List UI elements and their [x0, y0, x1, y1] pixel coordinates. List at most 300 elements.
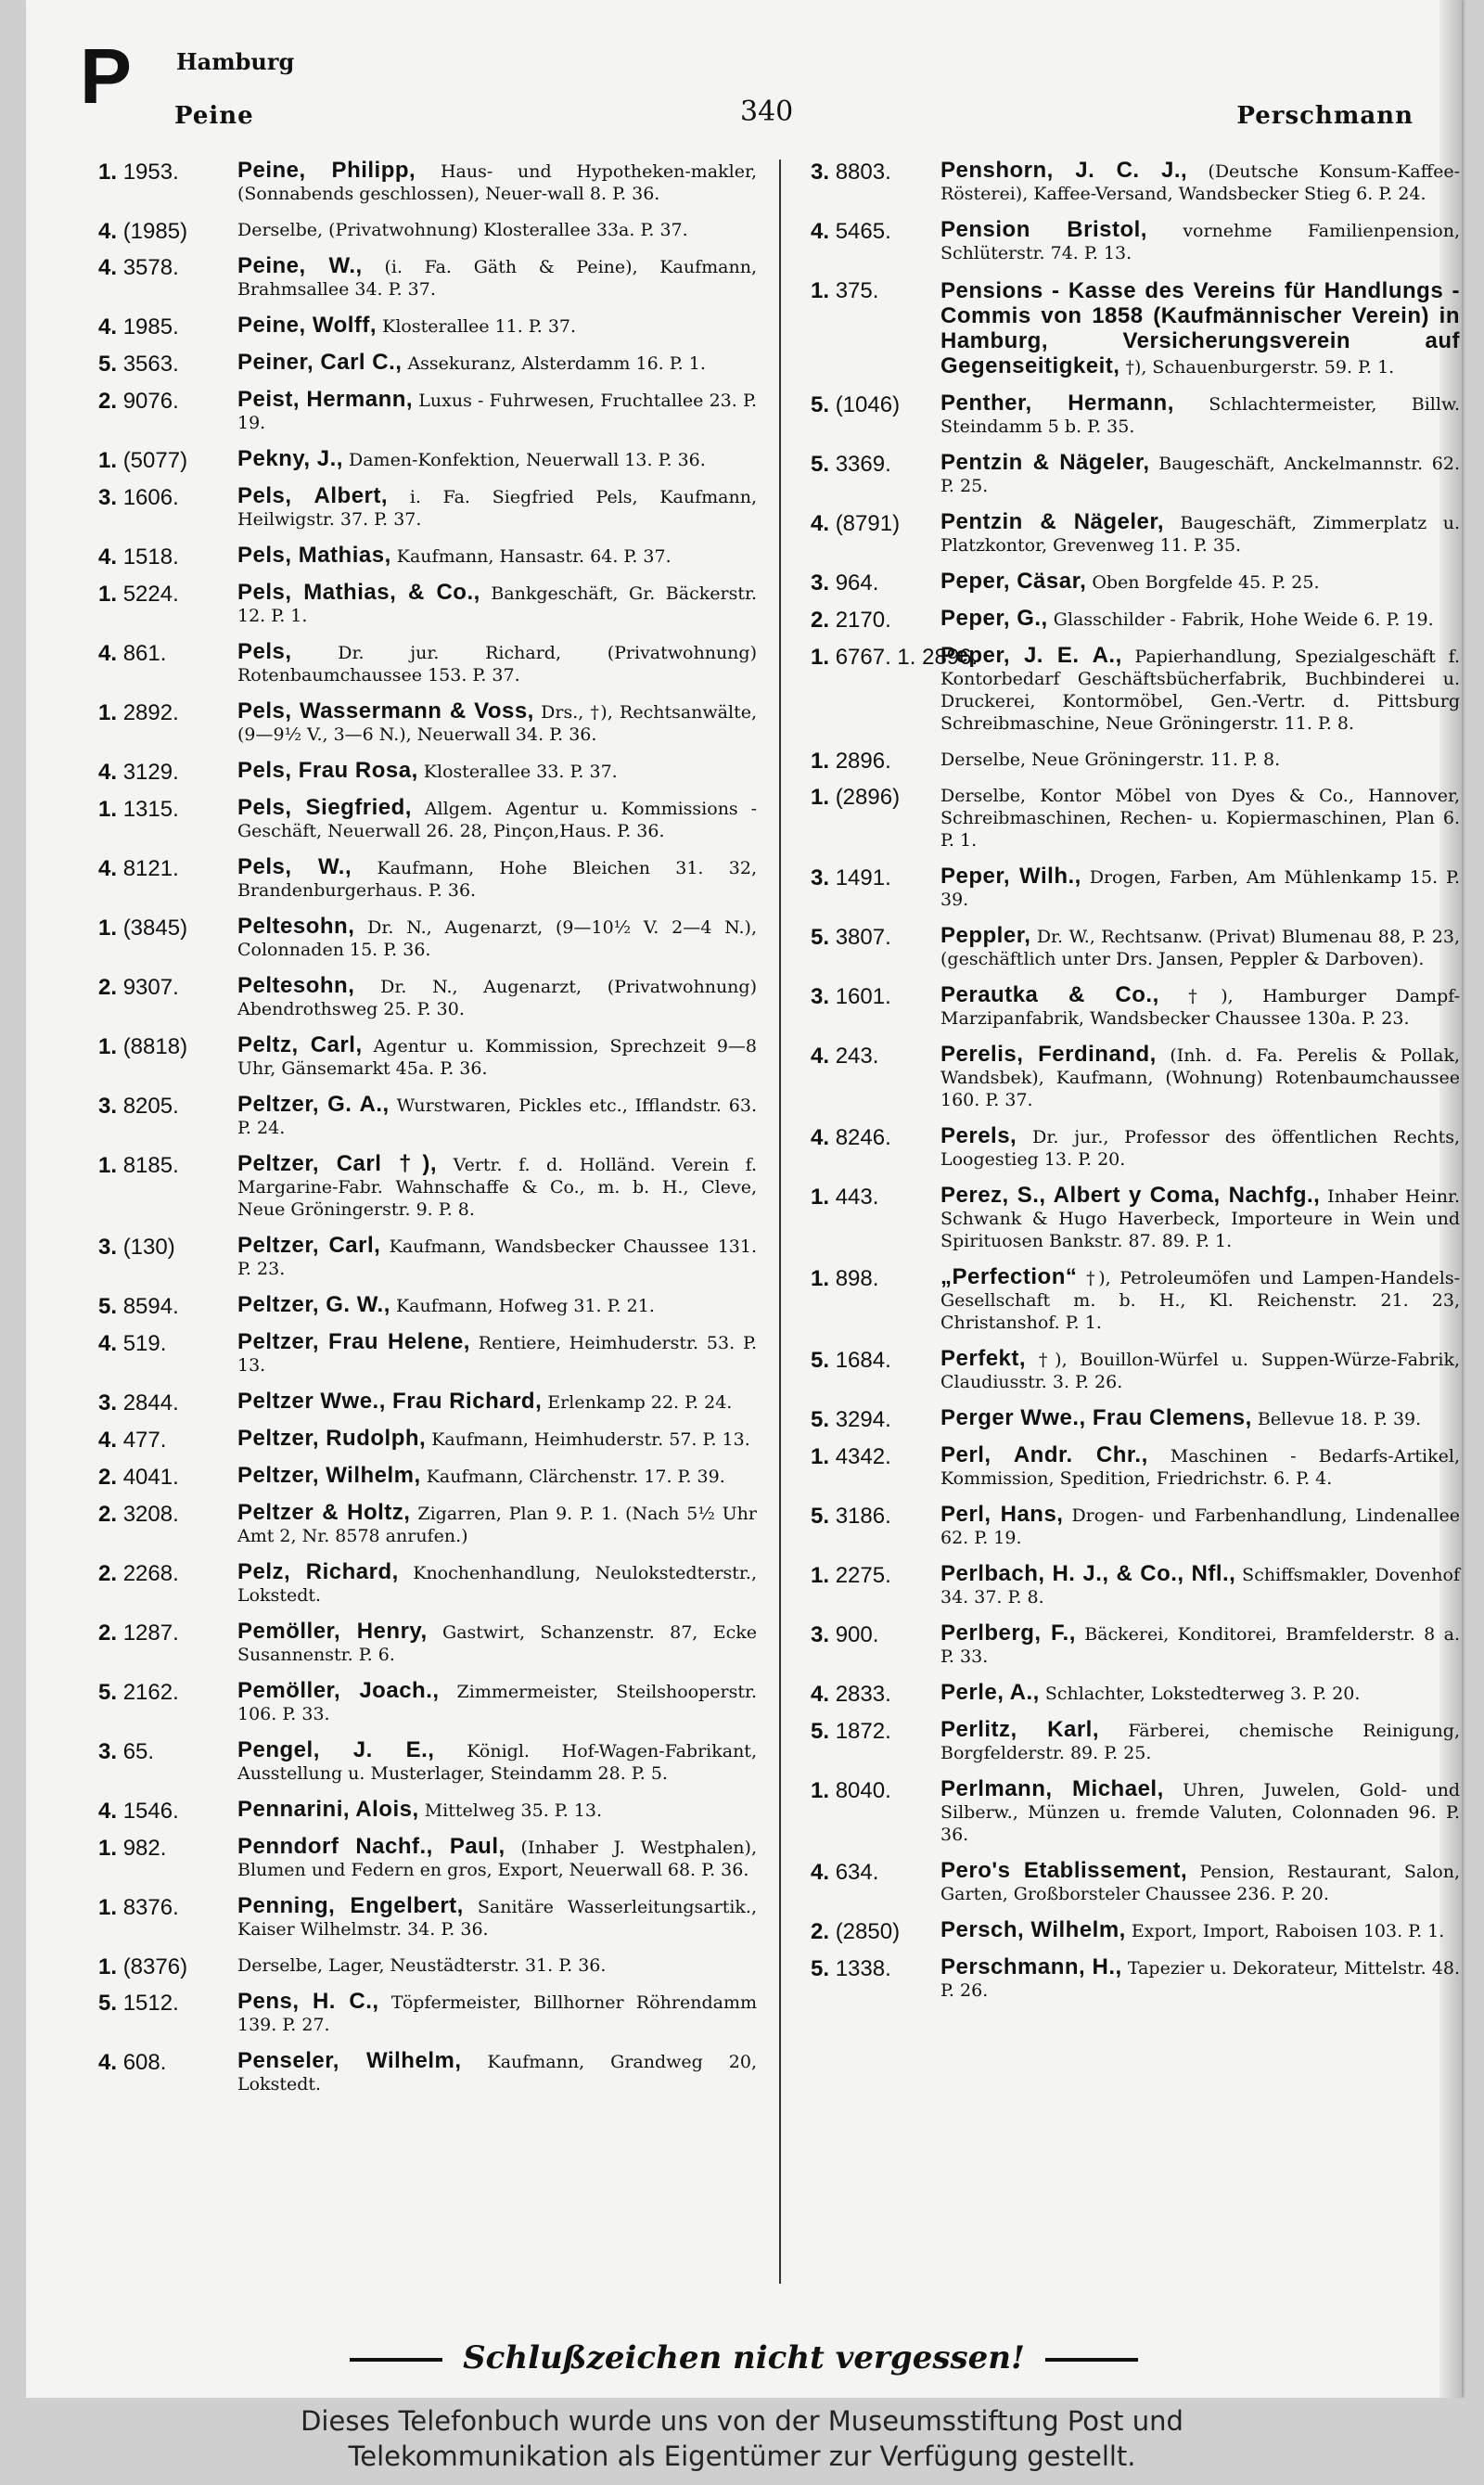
- entry-text: [940, 984, 1460, 1030]
- exchange-group: 1.: [811, 785, 830, 810]
- phone-number: [811, 984, 940, 1009]
- entry-text: [940, 219, 1460, 264]
- subscriber-number: 519.: [122, 1331, 167, 1356]
- exchange-group: 3.: [98, 485, 118, 510]
- entry-text: [940, 278, 1460, 378]
- entry-text: [237, 797, 757, 842]
- exchange-group: 5.: [98, 1991, 118, 2016]
- entry-text: [940, 1266, 1460, 1334]
- subscriber-number: 1546.: [122, 1799, 179, 1824]
- phone-number: [98, 1739, 228, 1764]
- entry-details: Töpfermeister, Billhorner Röhrendamm 139. P. 27.: [237, 1992, 757, 2035]
- phone-number: [98, 916, 228, 941]
- exchange-group: 4.: [811, 1125, 830, 1150]
- subscriber-name: Penseler, Wilhelm,: [237, 2048, 462, 2073]
- entry-details: Derselbe, Kontor Möbel von Dyes & Co., Hannover, Schreibmaschinen, Rechen- u. Kopiermaschinen, Plan 6. P. 1.: [940, 786, 1460, 851]
- entry-details: Haus- und Hypotheken-makler, (Sonnabends geschlossen), Neuer-wall 8. P. 36.: [237, 161, 757, 204]
- phone-number: [811, 749, 940, 774]
- exchange-group: 3.: [811, 984, 830, 1009]
- exchange-group: 1.: [98, 1034, 118, 1059]
- phone-number: [98, 1895, 228, 1920]
- directory-entry: [811, 785, 1460, 852]
- subscriber-name: Peltz, Carl,: [237, 1032, 363, 1057]
- subscriber-name: Pemöller, Joach.,: [237, 1678, 440, 1703]
- subscriber-name: Pels, Frau Rosa,: [237, 758, 418, 783]
- entry-details: Wurstwaren, Pickles etc., Ifflandstr. 63. P. 24.: [237, 1095, 757, 1138]
- phone-number: [811, 219, 940, 244]
- exchange-group: 5.: [811, 1407, 830, 1432]
- phone-number: [811, 645, 979, 670]
- directory-entry: [98, 314, 757, 338]
- phone-number: [98, 1094, 228, 1119]
- subscriber-name: Peltzer, G. W.,: [237, 1292, 390, 1317]
- subscriber-name: Peper, J. E. A.,: [940, 643, 1122, 668]
- subscriber-name: Peiner, Carl C.,: [237, 350, 403, 375]
- entry-text: [940, 785, 1460, 852]
- exchange-group: 4.: [98, 1428, 118, 1453]
- reminder-text: Schlußzeichen nicht vergessen!: [463, 2339, 1025, 2376]
- entry-text: [237, 389, 757, 434]
- directory-entry: [811, 645, 1460, 735]
- directory-entry: [98, 1294, 757, 1317]
- phone-number: [98, 352, 228, 377]
- subscriber-number: 8040.: [835, 1778, 891, 1803]
- entry-details: Erlenkamp 22. P. 24.: [547, 1392, 733, 1413]
- exchange-group: 1.: [98, 448, 118, 473]
- exchange-group: 4.: [98, 255, 118, 280]
- entry-details: Baugeschäft, Anckelmannstr. 62. P. 25.: [940, 454, 1460, 496]
- exchange-group: 4.: [98, 314, 118, 339]
- subscriber-number: 1601.: [835, 984, 891, 1009]
- phone-number: [98, 1034, 228, 1059]
- phone-number: [811, 1125, 940, 1150]
- entry-details: Kaufmann, Heimhuderstr. 57. P. 13.: [431, 1429, 750, 1450]
- entry-text: [237, 975, 757, 1020]
- phone-number: [811, 1563, 940, 1588]
- entry-text: [940, 1860, 1460, 1905]
- exchange-group: 4.: [98, 219, 118, 244]
- exchange-group: 3.: [811, 1622, 830, 1647]
- phone-number: [811, 1185, 940, 1210]
- entry-details: Kaufmann, Hansastr. 64. P. 37.: [396, 546, 672, 567]
- directory-entry: [98, 1561, 757, 1607]
- exchange-group: 2.: [98, 389, 118, 414]
- subscriber-number: 6767. 1. 2896.: [835, 645, 979, 670]
- entry-details: Allgem. Agentur u. Kommissions - Geschäft, Neuerwall 26. 28, Pinçon,Haus. P. 36.: [237, 799, 757, 841]
- entry-details: i. Fa. Siegfried Pels, Kaufmann, Heilwigstr. 37. P. 37.: [237, 487, 757, 530]
- phone-number: [98, 700, 228, 725]
- exchange-group: 1.: [98, 1954, 118, 1979]
- subscriber-number: 1491.: [835, 865, 891, 890]
- directory-entry: [811, 1266, 1460, 1334]
- subscriber-name: Perelis, Ferdinand,: [940, 1042, 1157, 1067]
- exchange-group: 4.: [98, 544, 118, 570]
- subscriber-name: Perl, Andr. Chr.,: [940, 1442, 1148, 1467]
- entry-text: [940, 1444, 1460, 1490]
- exchange-group: 1.: [98, 1836, 118, 1861]
- subscriber-name: Perger Wwe., Frau Clemens,: [940, 1405, 1252, 1430]
- subscriber-name: Peper, Cäsar,: [940, 569, 1087, 594]
- subscriber-number: (8791): [835, 511, 901, 536]
- subscriber-name: Peine, Wolff,: [237, 313, 377, 338]
- phone-number: [98, 1331, 228, 1356]
- subscriber-name: Pens, H. C.,: [237, 1989, 379, 2014]
- entry-text: [237, 1836, 757, 1881]
- exchange-group: 5.: [98, 352, 118, 377]
- directory-entry: [811, 452, 1460, 497]
- subscriber-number: 2844.: [122, 1390, 179, 1415]
- subscriber-number: (3845): [122, 916, 188, 941]
- entry-text: [237, 700, 757, 746]
- entry-text: [237, 314, 757, 338]
- subscriber-number: (2896): [835, 785, 901, 810]
- directory-entry: [98, 1991, 757, 2036]
- subscriber-number: (1046): [835, 392, 901, 417]
- directory-entry: [98, 641, 757, 686]
- exchange-group: 3.: [811, 570, 830, 596]
- directory-entry: [811, 1125, 1460, 1171]
- entry-details: †), Petroleumöfen und Lampen-Handels-Gesellschaft m. b. H., Kl. Reichenstr. 21. 23, Christanshof. P. 1.: [940, 1268, 1460, 1333]
- entry-details: Drogen, Farben, Am Mühlenkamp 15. P. 39.: [940, 867, 1460, 910]
- subscriber-number: 608.: [122, 2050, 167, 2075]
- phone-number: [98, 797, 228, 822]
- directory-entry: [811, 925, 1460, 970]
- entry-text: [237, 1428, 757, 1451]
- phone-number: [98, 448, 228, 473]
- directory-entry: [811, 511, 1460, 557]
- entry-columns: [78, 158, 1461, 2293]
- entry-details: Derselbe, Neue Gröningerstr. 11. P. 8.: [940, 749, 1281, 770]
- entry-details: Dr. W., Rechtsanw. (Privat) Blumenau 88, P. 23, (geschäftlich unter Drs. Jansen, Peppler & Darboven).: [940, 927, 1461, 969]
- entry-details: Derselbe, Lager, Neustädterstr. 31. P. 36.: [237, 1955, 607, 1976]
- directory-entry: [98, 1502, 757, 1547]
- subscriber-name: Peltesohn,: [237, 973, 355, 998]
- phone-number: [811, 392, 940, 417]
- subscriber-number: (5077): [122, 448, 188, 473]
- phone-number: [811, 608, 940, 633]
- entry-text: [237, 1390, 757, 1414]
- exchange-group: 5.: [98, 1680, 118, 1705]
- phone-number: [811, 1919, 940, 1944]
- entry-details: Kaufmann, Wandsbecker Chaussee 131. P. 23.: [237, 1236, 757, 1279]
- phone-number: [811, 1622, 940, 1647]
- entry-details: (i. Fa. Gäth & Peine), Kaufmann, Brahmsallee 34. P. 37.: [237, 257, 757, 300]
- subscriber-number: 1338.: [835, 1956, 891, 1981]
- entry-text: [237, 1620, 757, 1666]
- exchange-group: 1.: [811, 1266, 830, 1291]
- subscriber-number: 3369.: [835, 452, 891, 477]
- entry-text: [237, 582, 757, 627]
- entry-details: †), Hamburger Dampf-Marzipanfabrik, Wandsbecker Chaussee 130a. P. 23.: [940, 986, 1460, 1029]
- phone-number: [98, 1561, 228, 1586]
- directory-entry: [98, 2050, 757, 2095]
- entry-text: [940, 1622, 1460, 1668]
- subscriber-name: Pensions - Kasse des Vereins für Handlungs - Commis von 1858 (Kaufmännischer Verein) in Hamburg, Versicherungsverein auf Gegenseitigkeit,: [940, 278, 1460, 378]
- subscriber-name: Pennarini, Alois,: [237, 1797, 419, 1822]
- entry-text: [237, 1235, 757, 1280]
- subscriber-number: 8376.: [122, 1895, 179, 1920]
- subscriber-name: Pero's Etablissement,: [940, 1858, 1188, 1883]
- exchange-group: 5.: [811, 392, 830, 417]
- directory-entry: [98, 1895, 757, 1941]
- entry-details: Zigarren, Plan 9. P. 1. (Nach 5½ Uhr Amt 2, Nr. 8578 anrufen.): [237, 1504, 757, 1546]
- entry-details: Export, Import, Raboisen 103. P. 1.: [1131, 1921, 1445, 1941]
- entry-text: [237, 1502, 757, 1547]
- exchange-group: 1.: [811, 1444, 830, 1469]
- directory-entry: [98, 1235, 757, 1280]
- subscriber-name: Pension Bristol,: [940, 217, 1147, 242]
- entry-details: Agentur u. Kommission, Sprechzeit 9—8 Uhr, Gänsemarkt 45a. P. 36.: [237, 1036, 757, 1079]
- phone-number: [98, 1991, 228, 2016]
- subscriber-name: Peltzer & Holtz,: [237, 1500, 411, 1525]
- exchange-group: 3.: [811, 865, 830, 890]
- phone-number: [811, 1407, 940, 1432]
- entry-text: [940, 452, 1460, 497]
- subscriber-name: Persch, Wilhelm,: [940, 1917, 1126, 1942]
- phone-number: [811, 1719, 940, 1744]
- subscriber-name: Perautka & Co.,: [940, 982, 1159, 1007]
- directory-entry: [811, 865, 1460, 911]
- subscriber-name: Pels, Mathias, & Co.,: [237, 580, 480, 605]
- entry-text: [940, 1407, 1460, 1430]
- entry-details: (Inhaber J. Westphalen), Blumen und Federn en gros, Export, Neuerwall 68. P. 36.: [237, 1838, 757, 1880]
- directory-entry: [811, 1348, 1460, 1393]
- subscriber-name: Peltzer, Carl,: [237, 1233, 381, 1258]
- subscriber-name: Pentzin & Nägeler,: [940, 509, 1165, 534]
- subscriber-name: Peper, Wilh.,: [940, 864, 1081, 889]
- entry-details: Uhren, Juwelen, Gold- und Silberw., Münzen u. fremde Valuten, Colonnaden 96. P. 36.: [940, 1780, 1461, 1845]
- directory-entry: [98, 1428, 757, 1451]
- subscriber-number: 2268.: [122, 1561, 179, 1586]
- directory-entry: [98, 485, 757, 531]
- right-column: [811, 160, 1460, 2016]
- directory-entry: [98, 544, 757, 568]
- exchange-group: 5.: [811, 1348, 830, 1373]
- directory-entry: [811, 392, 1460, 438]
- entry-text: [237, 1094, 757, 1139]
- attribution-line-2: Telekommunikation als Eigentümer zur Verfügung gestellt.: [348, 2440, 1136, 2472]
- entry-details: (Inh. d. Fa. Perelis & Pollak, Wandsbek), Kaufmann, (Wohnung) Rotenbaumchaussee 160. P. 37.: [940, 1045, 1460, 1110]
- entry-text: [237, 1895, 757, 1941]
- subscriber-name: Perschmann, H.,: [940, 1954, 1122, 1979]
- subscriber-number: (2850): [835, 1919, 901, 1944]
- entry-text: [237, 641, 757, 686]
- subscriber-number: 3208.: [122, 1502, 179, 1527]
- entry-text: [237, 1561, 757, 1607]
- subscriber-name: Penndorf Nachf., Paul,: [237, 1834, 505, 1859]
- entry-text: [237, 1034, 757, 1080]
- subscriber-name: Peine, Philipp,: [237, 158, 416, 183]
- subscriber-name: Peine, W.,: [237, 253, 363, 278]
- subscriber-number: 2892.: [122, 700, 179, 725]
- entry-details: Dr. jur., Professor des öffentlichen Rechts, Loogestieg 13. P. 20.: [940, 1127, 1460, 1170]
- phone-number: [98, 760, 228, 785]
- directory-entry: [98, 389, 757, 434]
- directory-entry: [811, 749, 1460, 774]
- entry-details: Kaufmann, Clärchenstr. 17. P. 39.: [426, 1467, 725, 1487]
- subscriber-number: 2275.: [835, 1563, 891, 1588]
- entry-details: Dr. N., Augenarzt, (9—10½ V. 2—4 N.), Colonnaden 15. P. 36.: [237, 917, 757, 960]
- phone-number: [98, 544, 228, 570]
- subscriber-name: Peltzer, Carl †),: [237, 1151, 438, 1176]
- directory-entry: [98, 1034, 757, 1080]
- subscriber-number: 634.: [835, 1860, 879, 1885]
- entry-details: Drs., †), Rechtsanwälte, (9—9½ V., 3—6 N.), Neuerwall 34. P. 36.: [237, 702, 757, 745]
- phone-number: [811, 278, 940, 303]
- directory-entry: [811, 1778, 1460, 1846]
- phone-number: [98, 2050, 228, 2075]
- phone-number: [811, 925, 940, 950]
- subscriber-name: Perez, S., Albert y Coma, Nachfg.,: [940, 1183, 1321, 1208]
- directory-entry: [98, 448, 757, 471]
- subscriber-number: 898.: [835, 1266, 879, 1291]
- directory-entry: [811, 219, 1460, 264]
- exchange-group: 1.: [98, 700, 118, 725]
- entry-text: [237, 1331, 757, 1377]
- phone-number: [811, 1348, 940, 1373]
- subscriber-name: Perels,: [940, 1123, 1017, 1148]
- entry-details: Luxus - Fuhrwesen, Fruchtallee 23. P. 19.: [237, 391, 757, 433]
- directory-entry: [98, 219, 757, 244]
- phone-number: [98, 1620, 228, 1646]
- directory-entry: [98, 1153, 757, 1221]
- phone-number: [98, 1428, 228, 1453]
- exchange-group: 2.: [98, 1620, 118, 1646]
- subscriber-number: 8121.: [122, 856, 179, 881]
- subscriber-number: 5224.: [122, 582, 179, 607]
- phone-number: [811, 1956, 940, 1981]
- exchange-group: 4.: [811, 219, 830, 244]
- directory-entry: [811, 984, 1460, 1030]
- directory-entry: [811, 1860, 1460, 1905]
- subscriber-name: Perl, Hans,: [940, 1502, 1064, 1527]
- subscriber-number: 1287.: [122, 1620, 179, 1646]
- entry-details: vornehme Familienpension, Schlüterstr. 74. P. 13.: [940, 221, 1460, 263]
- subscriber-name: Pengel, J. E.,: [237, 1737, 435, 1762]
- subscriber-number: 5465.: [835, 219, 891, 244]
- exchange-group: 3.: [98, 1235, 118, 1260]
- subscriber-name: Pekny, J.,: [237, 446, 343, 471]
- column-divider: [779, 160, 781, 2284]
- exchange-group: 4.: [811, 1044, 830, 1069]
- entry-details: Klosterallee 11. P. 37.: [382, 316, 577, 337]
- phone-number: [811, 1860, 940, 1885]
- phone-number: [811, 160, 940, 185]
- subscriber-number: 3578.: [122, 255, 179, 280]
- directory-entry: [98, 856, 757, 902]
- subscriber-name: Perle, A.,: [940, 1680, 1040, 1705]
- subscriber-name: Pels,: [237, 639, 292, 664]
- entry-details: (Deutsche Konsum-Kaffee-Rösterei), Kaffee-Versand, Wandsbecker Stieg 6. P. 24.: [940, 161, 1460, 204]
- exchange-group: 3.: [811, 160, 830, 185]
- entry-details: Schlachtermeister, Billw. Steindamm 5 b. P. 35.: [940, 394, 1461, 437]
- subscriber-name: „Perfection“: [940, 1264, 1078, 1289]
- entry-text: [237, 1799, 757, 1822]
- directory-entry: [98, 352, 757, 375]
- entry-details: Derselbe, (Privatwohnung) Klosterallee 33a. P. 37.: [237, 220, 688, 240]
- entry-text: [940, 570, 1460, 594]
- phone-number: [98, 975, 228, 1000]
- subscriber-number: 3129.: [122, 760, 179, 785]
- reminder-rule-left: [350, 2358, 442, 2362]
- directory-entry: [811, 1044, 1460, 1111]
- entry-text: [940, 511, 1460, 557]
- directory-entry: [98, 255, 757, 301]
- phone-number: [811, 1682, 940, 1707]
- directory-entry: [811, 570, 1460, 594]
- directory-entry: [98, 1799, 757, 1822]
- entry-text: [237, 760, 757, 783]
- entry-details: Kaufmann, Hohe Bleichen 31. 32, Brandenburgerhaus. P. 36.: [237, 858, 757, 901]
- last-entry-word: Perschmann: [1236, 102, 1414, 130]
- directory-entry: [98, 916, 757, 961]
- entry-details: Zimmermeister, Steilshooperstr. 106. P. 33.: [237, 1682, 757, 1724]
- exchange-group: 2.: [98, 1502, 118, 1527]
- subscriber-number: (8818): [122, 1034, 188, 1059]
- entry-details: Glasschilder - Fabrik, Hohe Weide 6. P. 19.: [1053, 609, 1434, 630]
- exchange-group: 1.: [811, 1185, 830, 1210]
- entry-text: [237, 1465, 757, 1488]
- entry-details: Oben Borgfelde 45. P. 25.: [1092, 572, 1320, 593]
- entry-text: [940, 1682, 1460, 1705]
- entry-text: [237, 448, 757, 471]
- entry-text: [940, 865, 1460, 911]
- directory-entry: [811, 1185, 1460, 1252]
- subscriber-name: Perlberg, F.,: [940, 1620, 1076, 1646]
- city-heading: Hamburg: [176, 48, 295, 75]
- phone-number: [98, 1390, 228, 1415]
- exchange-group: 3.: [98, 1739, 118, 1764]
- subscriber-number: 9307.: [122, 975, 179, 1000]
- exchange-group: 2.: [98, 1561, 118, 1586]
- entry-text: [237, 2050, 757, 2095]
- directory-entry: [98, 1620, 757, 1666]
- phone-number: [811, 570, 940, 596]
- entry-details: Rentiere, Heimhuderstr. 53. P. 13.: [237, 1333, 757, 1376]
- phone-number: [98, 485, 228, 510]
- exchange-group: 4.: [98, 641, 118, 666]
- subscriber-number: 964.: [835, 570, 879, 596]
- phone-number: [98, 1680, 228, 1705]
- subscriber-number: 1512.: [122, 1991, 179, 2016]
- subscriber-name: Peppler,: [940, 923, 1031, 948]
- subscriber-name: Peltzer Wwe., Frau Richard,: [237, 1389, 543, 1414]
- subscriber-number: 8185.: [122, 1153, 179, 1178]
- directory-entry: [98, 1954, 757, 1977]
- phone-number: [98, 1294, 228, 1319]
- entry-text: [940, 1044, 1460, 1111]
- exchange-group: 5.: [811, 1719, 830, 1744]
- exchange-group: 5.: [811, 1504, 830, 1529]
- exchange-group: 1.: [811, 645, 830, 670]
- phone-number: [98, 160, 228, 185]
- section-letter: P: [80, 32, 133, 120]
- entry-details: Inhaber Heinr. Schwank & Hugo Haverbeck, Importeure in Wein und Spirituosen Bankstr. 87. 89. P. 1.: [940, 1186, 1460, 1251]
- subscriber-number: 477.: [122, 1428, 167, 1453]
- subscriber-number: 2896.: [835, 749, 891, 774]
- exchange-group: 2.: [811, 1919, 830, 1944]
- entry-text: [237, 255, 757, 301]
- subscriber-name: Peltesohn,: [237, 914, 355, 939]
- phone-number: [98, 582, 228, 607]
- phone-number: [811, 1504, 940, 1529]
- entry-details: Vertr. f. d. Holländ. Verein f. Margarine-Fabr. Wahnschaffe & Co., m. b. H., Cleve, Neue Gröningerstr. 9. P. 8.: [237, 1155, 758, 1220]
- exchange-group: 3.: [98, 1390, 118, 1415]
- attribution-footer: [0, 2398, 1484, 2485]
- subscriber-name: Pentzin & Nägeler,: [940, 450, 1150, 475]
- closing-reminder: [26, 2339, 1462, 2376]
- subscriber-name: Peist, Hermann,: [237, 387, 414, 412]
